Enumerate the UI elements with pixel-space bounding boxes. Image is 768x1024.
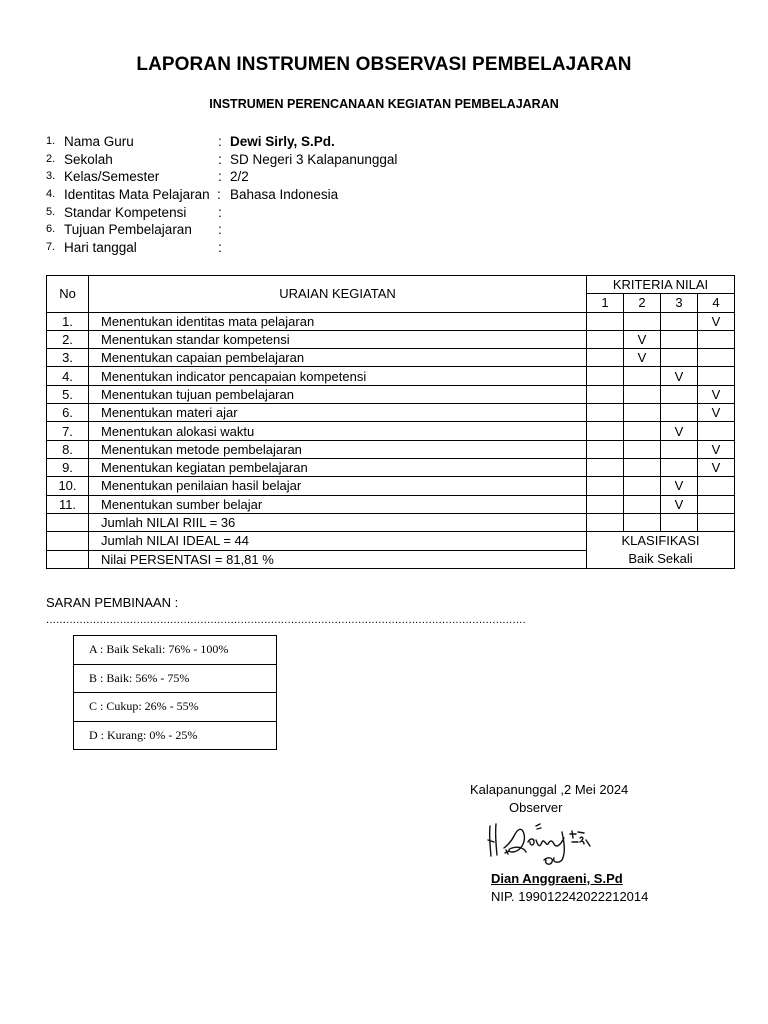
sum-ideal: Jumlah NILAI IDEAL = 44 [89,532,587,551]
identity-label: Identitas Mata Pelajaran [64,187,210,203]
score-cell-3 [661,404,698,422]
saran-label: SARAN PEMBINAAN : [46,595,179,610]
identity-label: Tujuan Pembelajaran [64,222,192,238]
scale-item: C : Cukup: 26% - 55% [74,693,277,722]
activity-text: Menentukan kegiatan pembelajaran [89,458,587,476]
score-cell-3 [661,440,698,458]
score-cell-1 [587,477,624,495]
score-cell-2 [624,367,661,385]
identity-label: Nama Guru [64,134,134,149]
score-cell-2 [624,385,661,403]
table-row [47,330,735,348]
score-cell-1 [587,458,624,476]
percent: Nilai PERSENTASI = 81,81 % [89,550,587,569]
row-number: 2. [47,330,89,348]
klasifikasi-value: Baik Sekali [628,551,693,567]
subject-name: Bahasa Indonesia [230,187,339,203]
score-cell-2 [624,312,661,330]
score-cell-3: V [661,495,698,513]
score-cell-4: V [698,385,735,403]
table-row [47,404,735,422]
score-cell-2 [624,495,661,513]
header-kriteria: KRITERIA NILAI [587,276,735,294]
table-row [47,440,735,458]
table-row [47,458,735,476]
header-uraian: URAIAN KEGIATAN [89,276,587,313]
klasifikasi-label: KLASIFIKASI [621,533,700,549]
score-cell-3 [661,349,698,367]
teacher-name: Dewi Sirly, S.Pd. [230,134,335,149]
activity-text: Menentukan capaian pembelajaran [89,349,587,367]
observation-table [46,275,735,569]
activity-text: Menentukan tujuan pembelajaran [89,385,587,403]
activity-text: Menentukan penilaian hasil belajar [89,477,587,495]
score-cell-2: V [624,349,661,367]
observer-role: Observer [509,800,563,815]
identity-label: Hari tanggal [64,240,137,256]
score-cell-4 [698,422,735,440]
summary-row [47,513,735,531]
row-number: 6. [47,404,89,422]
table-row [47,385,735,403]
scale-item: B : Baik: 56% - 75% [74,664,277,693]
score-cell-4 [698,495,735,513]
score-cell-4: V [698,312,735,330]
score-cell-3 [661,385,698,403]
criteria-2: 2 [624,294,661,312]
score-cell-2 [624,458,661,476]
table-row [47,349,735,367]
activity-text: Menentukan standar kompetensi [89,330,587,348]
table-row [47,367,735,385]
table-row [47,422,735,440]
activity-text: Menentukan indicator pencapaian kompetensi [89,367,587,385]
score-cell-1 [587,330,624,348]
score-cell-3 [661,330,698,348]
score-cell-3: V [661,477,698,495]
scale-item: A : Baik Sekali: 76% - 100% [74,636,277,665]
identity-label: Kelas/Semester [64,169,160,185]
observer-nip: NIP. 199012242022212014 [491,889,649,904]
document-title: LAPORAN INSTRUMEN OBSERVASI PEMBELAJARAN [136,54,632,75]
score-cell-1 [587,385,624,403]
criteria-3: 3 [661,294,698,312]
activity-text: Menentukan identitas mata pelajaran [89,312,587,330]
activity-text: Menentukan sumber belajar [89,495,587,513]
score-cell-4: V [698,440,735,458]
score-cell-1 [587,404,624,422]
row-number: 11. [47,495,89,513]
school-name: SD Negeri 3 Kalapanunggal [230,151,398,167]
sum-riil: Jumlah NILAI RIIL = 36 [89,513,587,531]
summary-row [47,532,735,551]
score-cell-2 [624,440,661,458]
score-cell-4 [698,330,735,348]
row-number: 3. [47,349,89,367]
place-date: Kalapanunggal ,2 Mei 2024 [470,782,629,797]
score-cell-4: V [698,458,735,476]
identity-label: Standar Kompetensi [64,204,187,220]
score-cell-4: V [698,404,735,422]
score-cell-1 [587,312,624,330]
score-cell-1 [587,367,624,385]
saran-dots: ............................................................................................................................................... [46,614,526,624]
document-subtitle: INSTRUMEN PERENCANAAN KEGIATAN PEMBELAJARAN [209,97,559,111]
score-cell-3 [661,312,698,330]
activity-text: Menentukan alokasi waktu [89,422,587,440]
score-cell-1 [587,422,624,440]
score-cell-1 [587,495,624,513]
table-row [47,495,735,513]
klasifikasi-cell [587,532,735,569]
score-cell-1 [587,349,624,367]
criteria-1: 1 [587,294,624,312]
classification-scale [73,635,277,750]
table-row [47,312,735,330]
row-number: 10. [47,477,89,495]
scale-item: D : Kurang: 0% - 25% [74,721,277,750]
class-semester: 2/2 [230,169,249,185]
table-row [47,477,735,495]
header-no: No [47,276,89,313]
score-cell-3: V [661,367,698,385]
row-number: 8. [47,440,89,458]
score-cell-4 [698,367,735,385]
score-cell-1 [587,440,624,458]
score-cell-4 [698,477,735,495]
handwritten-signature [484,818,614,870]
activity-text: Menentukan materi ajar [89,404,587,422]
score-cell-2 [624,422,661,440]
row-number: 4. [47,367,89,385]
row-number: 9. [47,458,89,476]
score-cell-4 [698,349,735,367]
row-number: 5. [47,385,89,403]
identity-label: Sekolah [64,151,113,167]
score-cell-2: V [624,330,661,348]
score-cell-3: V [661,422,698,440]
score-cell-3 [661,458,698,476]
score-cell-2 [624,404,661,422]
activity-text: Menentukan metode pembelajaran [89,440,587,458]
row-number: 7. [47,422,89,440]
row-number: 1. [47,312,89,330]
score-cell-2 [624,477,661,495]
observer-name: Dian Anggraeni, S.Pd [491,871,623,886]
criteria-4: 4 [698,294,735,312]
